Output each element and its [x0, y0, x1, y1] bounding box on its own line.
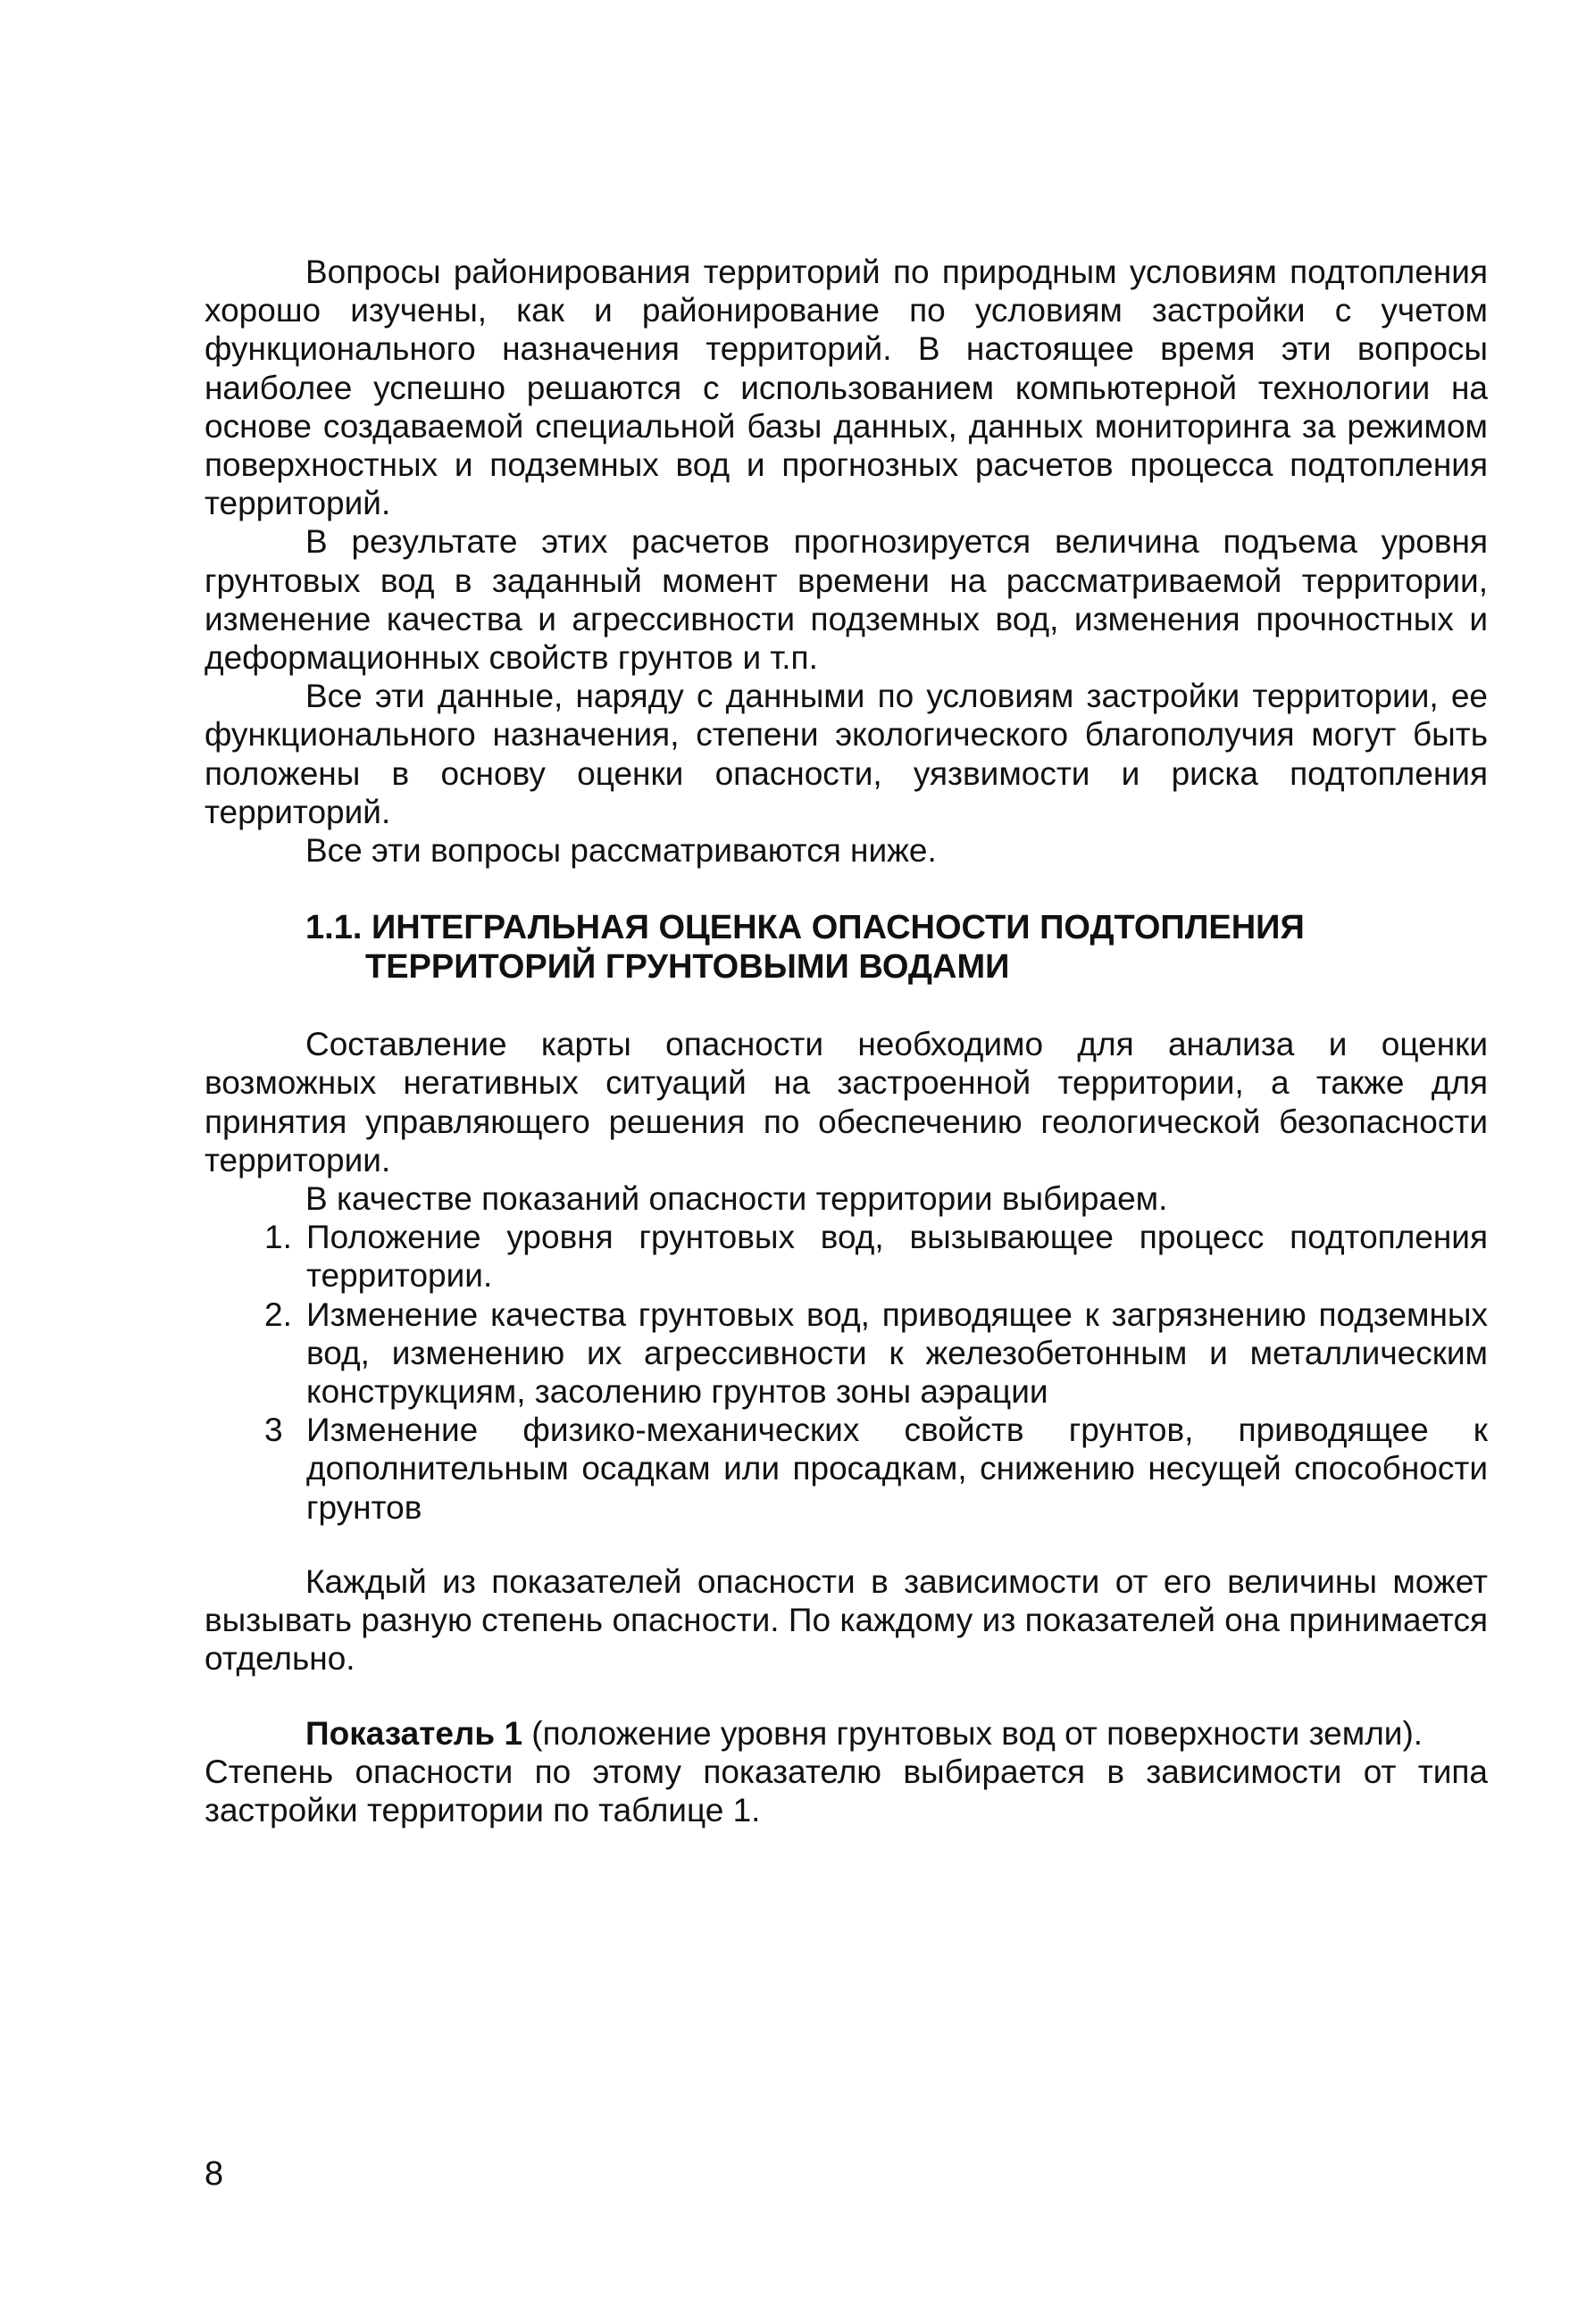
list-item-text: Положение уровня грунтовых вод, вызывающее процесс подтопления территории. — [306, 1219, 1488, 1295]
section-heading — [205, 908, 1488, 987]
indicator-1-continuation: Степень опасности по этому показателю выбирается в зависимости от типа застройки территории по таблице 1. — [205, 1753, 1488, 1828]
intro-paragraph-3: Все эти данные, наряду с данными по условиям застройки территории, ее функционального назначения, степени экологического благополучия могут быть положены в основу оценки опасности, уязвимости и риска подтопления территорий. — [205, 678, 1488, 830]
intro-paragraph-4: Все эти вопросы рассматриваются ниже. — [305, 832, 937, 870]
intro-paragraph-2: В результате этих расчетов прогнозируется величина подъема уровня грунтовых вод в заданный момент времени на рассматриваемой территории, изменение качества и агрессивности подземных вод, изменения прочностных и деформационных свойств грунтов и т.п. — [205, 523, 1488, 677]
list-item — [205, 1218, 1488, 1295]
section-heading-line-1: 1.1. ИНТЕГРАЛЬНАЯ ОЦЕНКА ОПАСНОСТИ ПОДТОПЛЕНИЯ — [305, 909, 1305, 947]
list-item — [205, 1411, 1488, 1527]
spacer — [205, 987, 1488, 1025]
section-paragraph-2: В качестве показаний опасности территории выбираем. — [305, 1180, 1168, 1218]
page-body — [205, 253, 1488, 1829]
list-item-number: 2. — [264, 1295, 292, 1333]
list-item — [205, 1295, 1488, 1412]
spacer — [205, 1678, 1488, 1714]
hazard-indicator-list — [205, 1218, 1488, 1527]
indicator-1-description: (положение уровня грунтовых вод от поверхности земли). — [522, 1714, 1424, 1752]
closing-paragraph: Каждый из показателей опасности в зависимости от его величины может вызывать разную степень опасности. По каждому из показателей она принимается отдельно. — [205, 1562, 1488, 1678]
list-item-text: Изменение физико-механических свойств грунтов, приводящее к дополнительным осадкам или просадкам, снижению несущей способности грунтов — [306, 1412, 1488, 1526]
spacer — [205, 1527, 1488, 1562]
intro-paragraph-1: Вопросы районирования территорий по природным условиям подтопления хорошо изучены, как и районирование по условиям застройки с учетом функционального назначения территорий. В настоящее время эти вопросы наиболее успешно решаются с использованием компьютерной технологии на основе создаваемой специальной базы данных, данных мониторинга за режимом поверхностных и подземных вод и прогнозных расчетов процесса подтопления территорий. — [205, 254, 1488, 522]
indicator-1-paragraph — [205, 1714, 1488, 1753]
section-heading-line-2: ТЕРРИТОРИЙ ГРУНТОВЫМИ ВОДАМИ — [365, 948, 1010, 987]
page-number: 8 — [205, 2155, 224, 2193]
indicator-1-label: Показатель 1 — [305, 1714, 523, 1752]
list-item-number: 1. — [264, 1219, 292, 1256]
section-paragraph-1: Составление карты опасности необходимо для анализа и оценки возможных негативных ситуаций на застроенной территории, а также для принятия управляющего решения по обеспечению геологической безопасности территории. — [205, 1026, 1488, 1179]
list-item-number: 3 — [264, 1412, 283, 1449]
list-item-text: Изменение качества грунтовых вод, приводящее к загрязнению подземных вод, изменению их агрессивности к железобетонным и металлическим конструкциям, засолению грунтов зоны аэрации — [306, 1295, 1488, 1411]
